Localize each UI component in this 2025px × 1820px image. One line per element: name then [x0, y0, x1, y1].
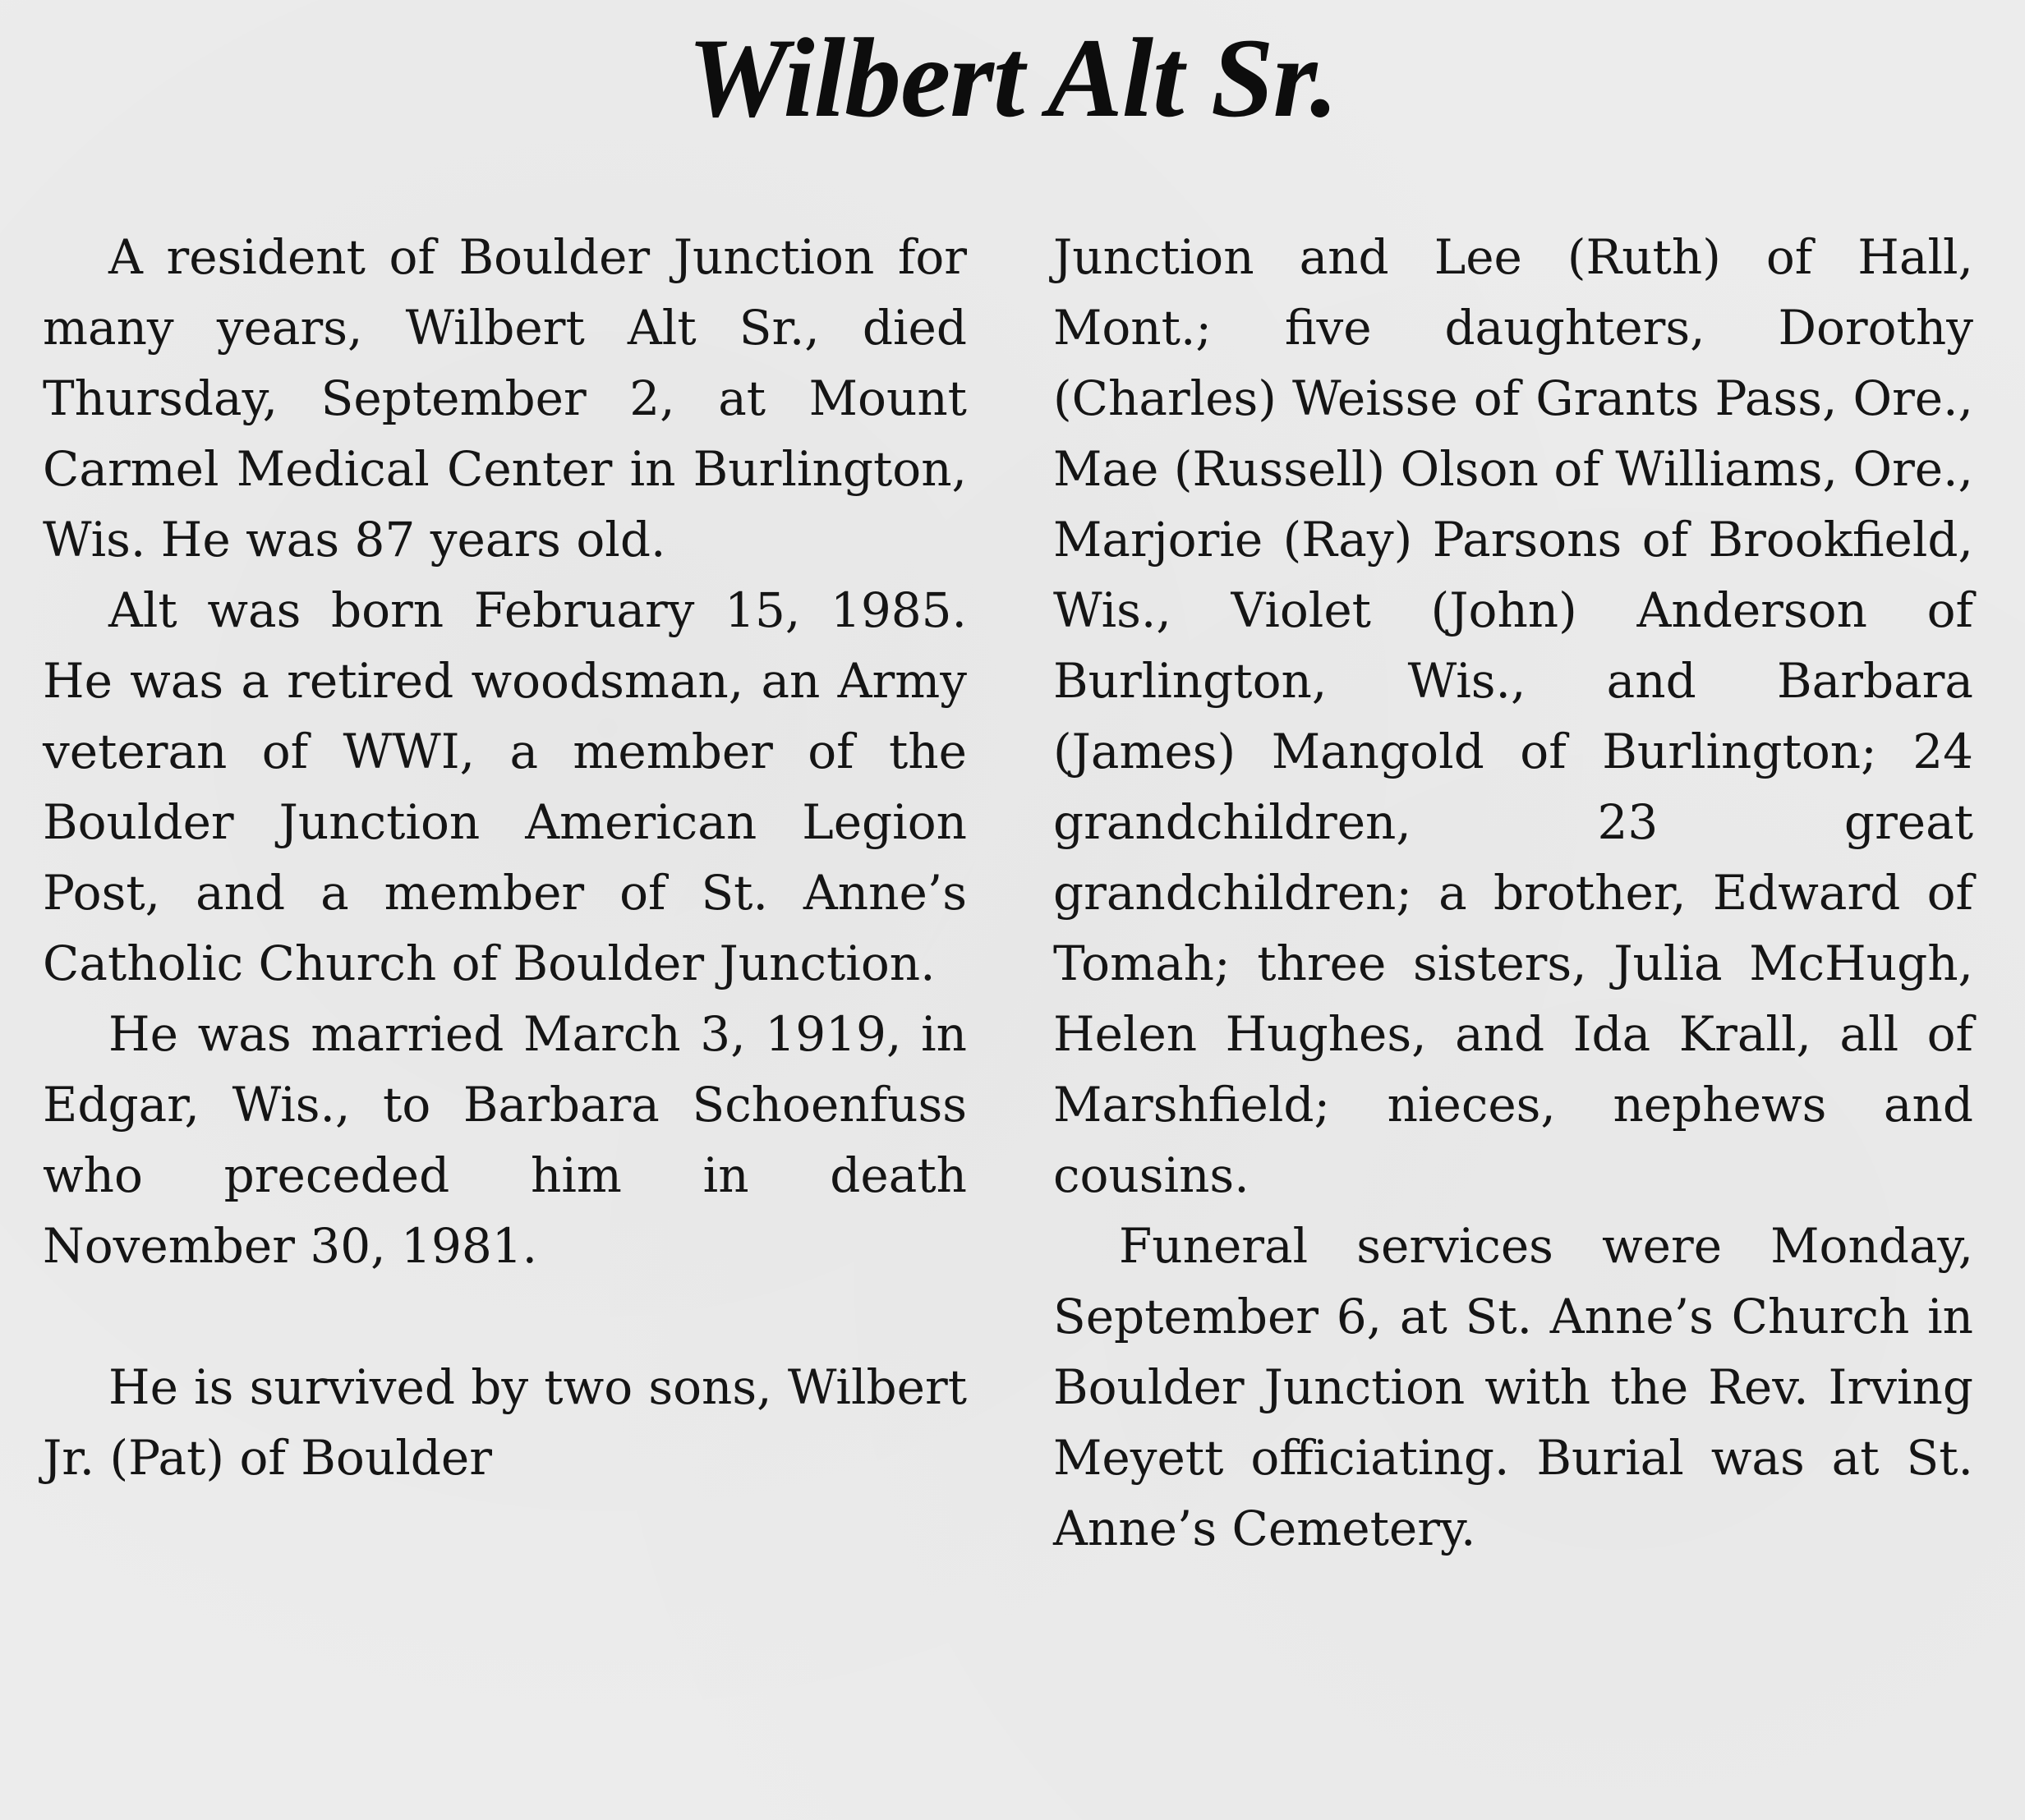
paragraph-marriage: He was married March 3, 1919, in Edgar, Wis., to Barbara Schoenfuss who preceded him in death November 30, 1981.	[43, 1006, 967, 1274]
left-column	[43, 222, 967, 1493]
paragraph-survivors-start: He is survived by two sons, Wilbert Jr. (Pat) of Boulder	[43, 1359, 967, 1486]
paragraph-biography: Alt was born February 15, 1985. He was a retired woodsman, an Army veteran of WWI, a member of the Boulder Junction American Legion Post, and a member of St. Anne’s Catholic Church of Boulder Junction.	[43, 582, 967, 991]
paragraph-funeral: Funeral services were Monday, September 6, at St. Anne’s Church in Boulder Junction with the Rev. Irving Meyett officiating. Burial was at St. Anne’s Cemetery.	[1053, 1218, 1973, 1556]
right-column	[1053, 222, 1973, 1564]
paragraph-death-notice: A resident of Boulder Junction for many years, Wilbert Alt Sr., died Thursday, September 2, at Mount Carmel Medical Center in Burlington, Wis. He was 87 years old.	[43, 229, 967, 568]
paragraph-survivors-continued: Junction and Lee (Ruth) of Hall, Mont.; five daughters, Dorothy (Charles) Weisse of Grants Pass, Ore., Mae (Russell) Olson of Williams, Ore., Marjorie (Ray) Parsons of Brookfield, Wis., Violet (John) Anderson of Burlington, Wis., and Barbara (James) Mangold of Burlington; 24 grandchildren, 23 great grandchildren; a brother, Edward of Tomah; three sisters, Julia McHugh, Helen Hughes, and Ida Krall, all of Marshfield; nieces, nephews and cousins.	[1053, 229, 1973, 1203]
headline: Wilbert Alt Sr.	[687, 15, 1338, 140]
